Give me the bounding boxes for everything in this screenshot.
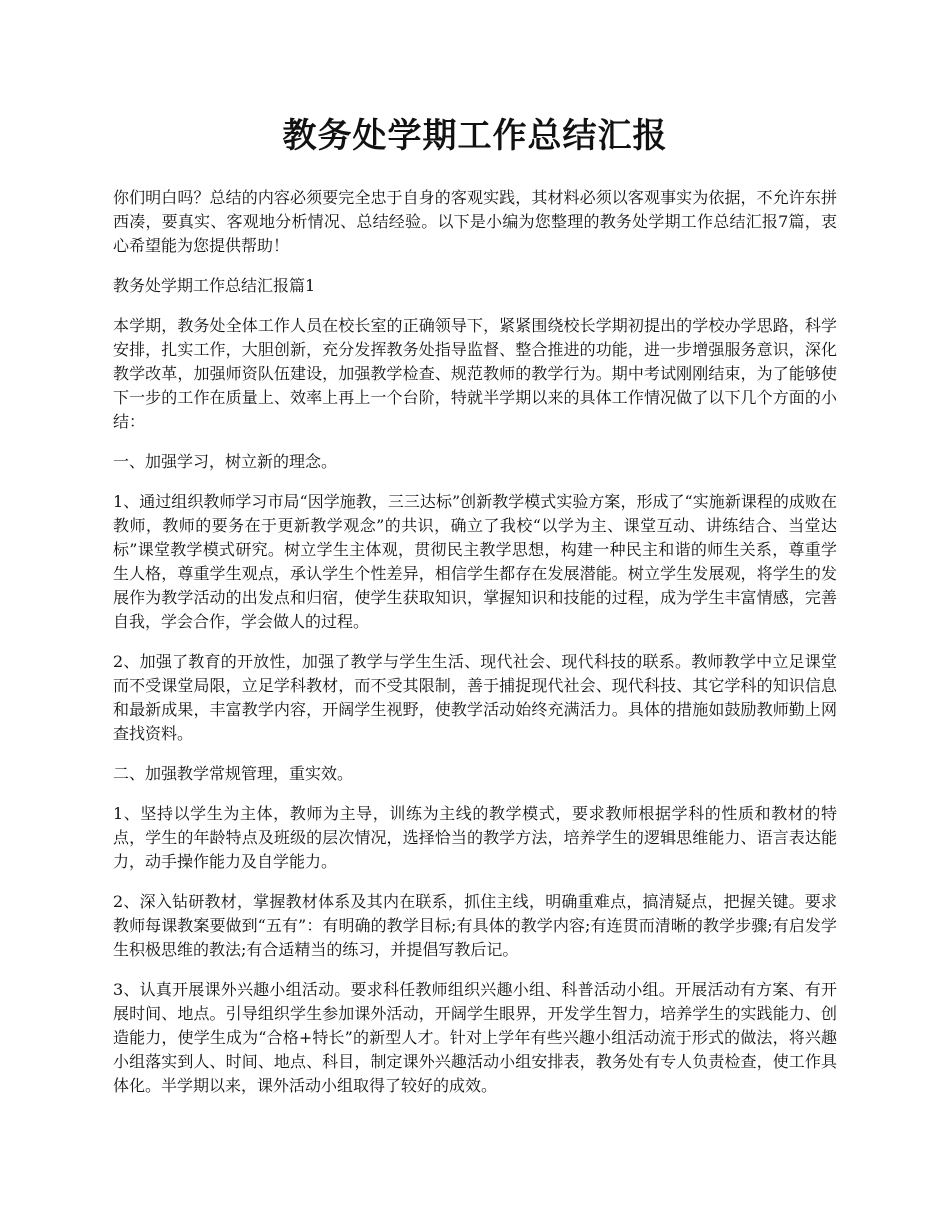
body-paragraph: 本学期，教务处全体工作人员在校长室的正确领导下，紧紧围绕校长学期初提出的学校办学思路，科学安排，扎实工作，大胆创新，充分发挥教务处指导监督、整合推进的功能，进一步增强服务意识，深化教学改革，加强师资队伍建设，加强教学检查、规范教师的教学行为。期中考试刚刚结束，为了能够使下一步的工作在质量上、效率上再上一个台阶，特就半学期以来的具体工作情况做了以下几个方面的小结： <box>113 316 837 431</box>
section-heading: 二、加强教学常规管理，重实效。 <box>113 764 354 783</box>
intro-paragraph: 你们明白吗？总结的内容必须要完全忠于自身的客观实践，其材料必须以客观事实为依据，不允许东拼西凑，要真实、客观地分析情况、总结经验。以下是小编为您整理的教务处学期工作总结汇报7篇，衷心希望能为您提供帮助！ <box>113 188 837 255</box>
body-paragraph: 2、深入钻研教材，掌握教材体系及其内在联系，抓住主线，明确重难点，搞清疑点，把握关键。要求教师每课教案要做到“五有”：有明确的教学目标;有具体的教学内容;有连贯而清晰的教学步骤;有启发学生积极思维的教法;有合适精当的练习，并提倡写教后记。 <box>113 892 837 959</box>
section-heading: 一、加强学习，树立新的理念。 <box>113 452 338 471</box>
section-title: 教务处学期工作总结汇报篇1 <box>113 276 316 295</box>
body-paragraph: 3、认真开展课外兴趣小组活动。要求科任教师组织兴趣小组、科普活动小组。开展活动有方案、有开展时间、地点。引导组织学生参加课外活动，开阔学生眼界，开发学生智力，培养学生的实践能力、创造能力，使学生成为“合格+特长”的新型人才。针对上学年有些兴趣小组活动流于形式的做法，将兴趣小组落实到人、时间、地点、科目，制定课外兴趣活动小组安排表，教务处有专人负责检查，使工作具体化。半学期以来，课外活动小组取得了较好的成效。 <box>113 980 837 1095</box>
body-paragraph: 2、加强了教育的开放性，加强了教学与学生生活、现代社会、现代科技的联系。教师教学中立足课堂而不受课堂局限，立足学科教材，而不受其限制，善于捕捉现代社会、现代科技、其它学科的知识信息和最新成果，丰富教学内容，开阔学生视野，使教学活动始终充满活力。具体的措施如鼓励教师勤上网查找资料。 <box>113 652 837 743</box>
document-title: 教务处学期工作总结汇报 <box>282 116 668 156</box>
body-paragraph: 1、通过组织教师学习市局“因学施教，三三达标”创新教学模式实验方案，形成了“实施新课程的成败在教师，教师的要务在于更新教学观念”的共识，确立了我校“以学为主、课堂互动、讲练结合、当堂达标”课堂教学模式研究。树立学生主体观，贯彻民主教学思想，构建一种民主和谐的师生关系，尊重学生人格，尊重学生观点，承认学生个性差异，相信学生都存在发展潜能。树立学生发展观，将学生的发展作为教学活动的出发点和归宿，使学生获取知识，掌握知识和技能的过程，成为学生丰富情感，完善自我，学会合作，学会做人的过程。 <box>113 492 837 631</box>
body-paragraph: 1、坚持以学生为主体，教师为主导，训练为主线的教学模式，要求教师根据学科的性质和教材的特点，学生的年龄特点及班级的层次情况，选择恰当的教学方法，培养学生的逻辑思维能力、语言表达能力，动手操作能力及自学能力。 <box>113 804 837 871</box>
